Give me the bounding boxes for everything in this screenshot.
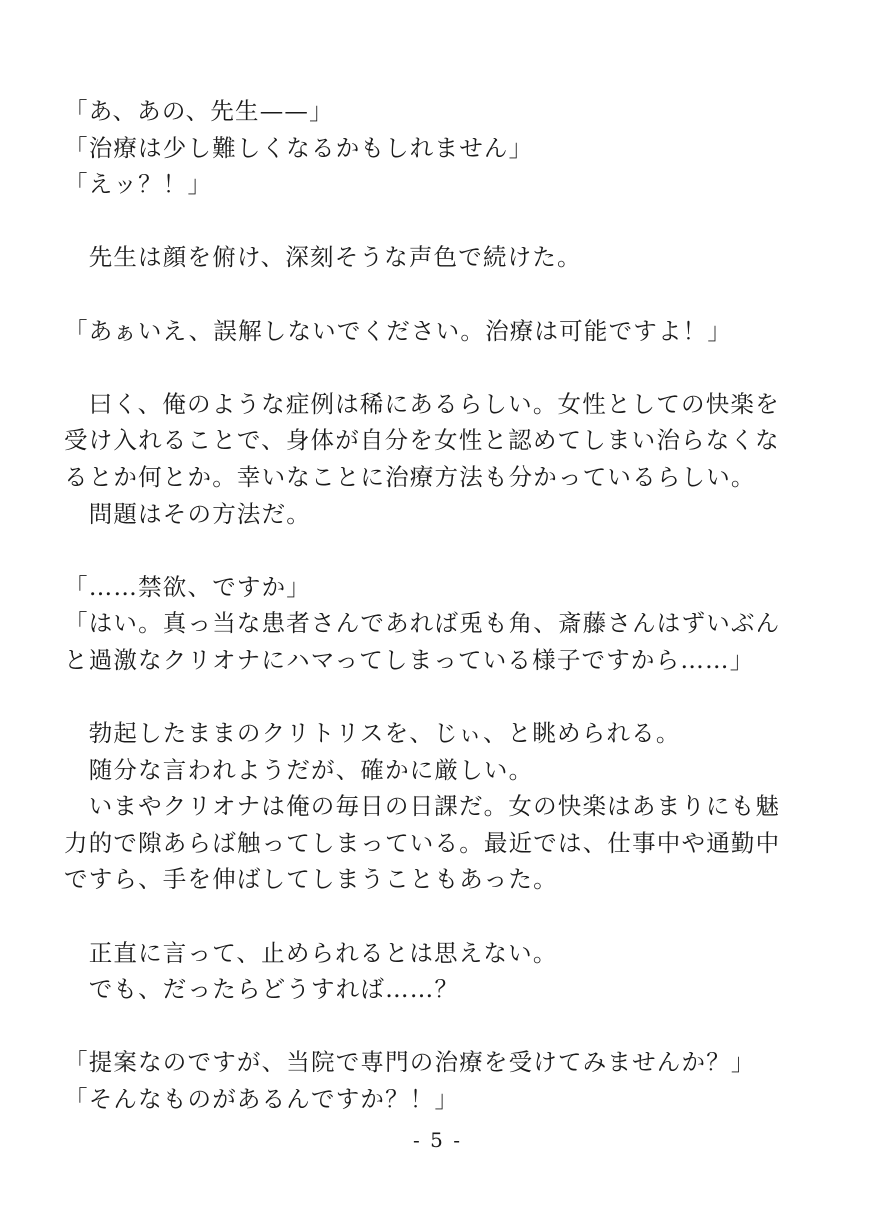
text-line: ですら、手を伸ばしてしまうこともあった。 — [64, 865, 558, 894]
text-line: 正直に言って、止められるとは思えない。 — [64, 938, 558, 967]
text-line: るとか何とか。幸いなことに治療方法も分かっているらしい。 — [64, 462, 756, 491]
text-line: 「……禁欲、ですか」 — [64, 572, 311, 601]
text-line: 受け入れることで、身体が自分を女性と認めてしまい治らなくな — [64, 426, 780, 455]
blank-line — [64, 349, 824, 386]
blank-line — [64, 276, 824, 313]
blank-line — [64, 898, 824, 935]
text-line: 勃起したままのクリトリスを、じぃ、と眺められる。 — [64, 719, 681, 748]
text-line: でも、だったらどうすれば……？ — [64, 975, 460, 1004]
text-line: 「えッ？！」 — [64, 170, 213, 199]
text-line: と過激なクリオナにハマってしまっている様子ですから……」 — [64, 645, 755, 674]
text-line: 「あ、あの、先生——」 — [64, 97, 334, 125]
text-line: 「治療は少し難しくなるかもしれません」 — [64, 133, 534, 162]
blank-line — [64, 532, 824, 569]
text-line: いまやクリオナは俺の毎日の日課だ。女の快楽はあまりにも魅 — [64, 792, 781, 821]
text-line: 先生は顔を俯け、深刻そうな声色で続けた。 — [64, 243, 582, 272]
blank-line — [64, 679, 824, 716]
text-line: 曰く、俺のような症例は稀にあるらしい。女性としての快楽を — [64, 389, 780, 418]
blank-line — [64, 1008, 824, 1045]
text-line: 力的で隙あらば触ってしまっている。最近では、仕事中や通勤中 — [64, 828, 781, 857]
blank-line — [64, 203, 824, 240]
text-line: 「はい。真っ当な患者さんであれば兎も角、斎藤さんはずいぶん — [64, 609, 781, 638]
page-number: - 5 - — [413, 1128, 462, 1152]
text-line: 「提案なのですが、当院で専門の治療を受けてみませんか？」 — [64, 1048, 756, 1077]
text-line: 問題はその方法だ。 — [64, 499, 311, 528]
text-line: 「そんなものがあるんですか？！」 — [64, 1085, 460, 1114]
text-line: 随分な言われようだが、確かに厳しい。 — [64, 755, 534, 784]
body-text — [64, 93, 824, 1118]
text-line: 「あぁいえ、誤解しないでください。治療は可能ですよ！」 — [64, 316, 733, 345]
